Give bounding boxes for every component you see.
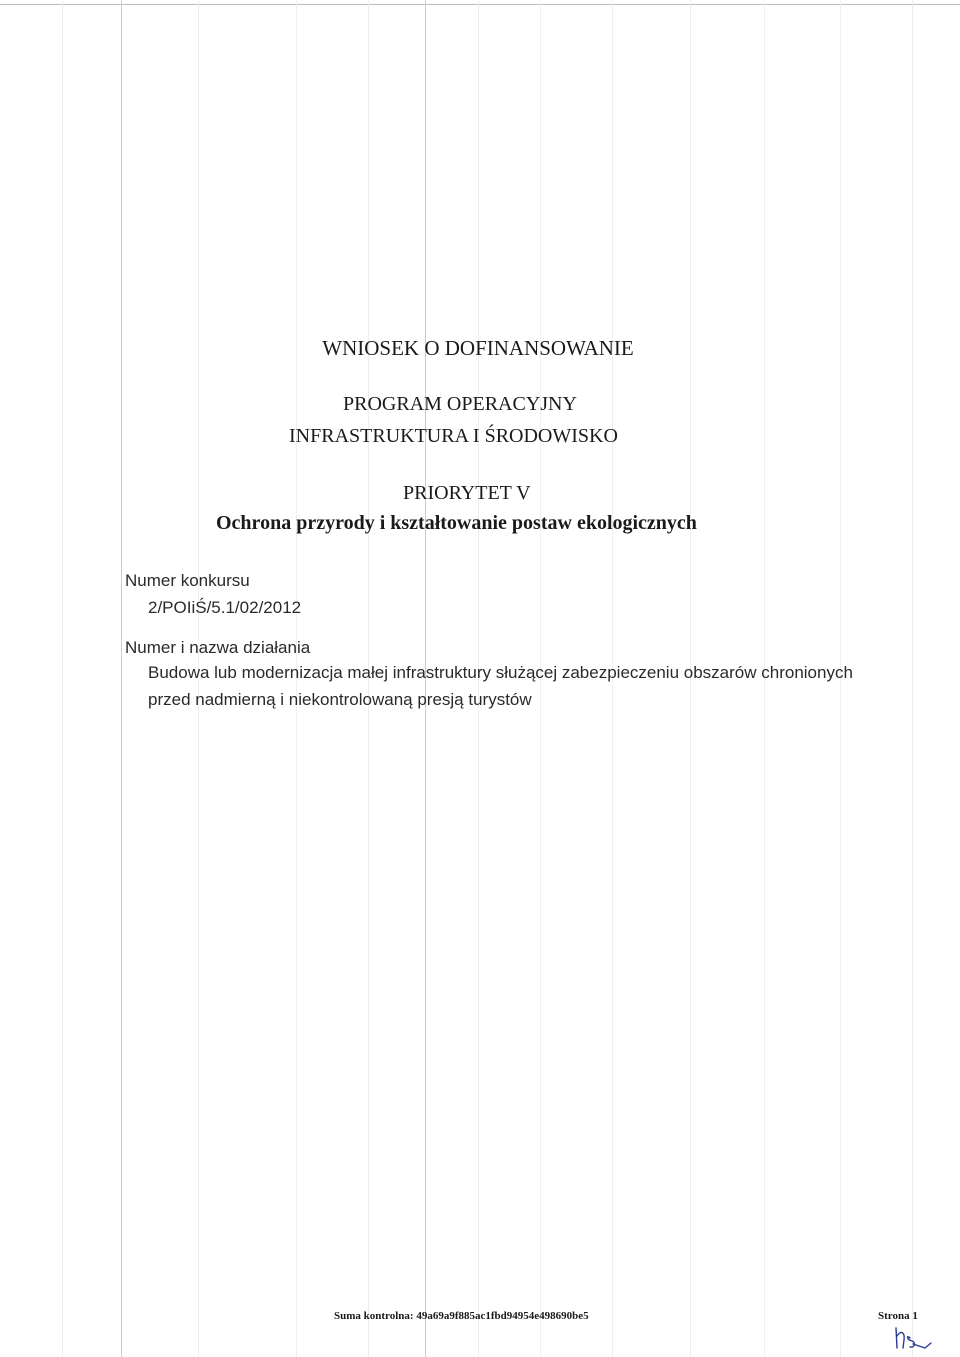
- checksum: Suma kontrolna: 49a69a9f885ac1fbd94954e498690be5: [334, 1310, 589, 1322]
- program-name-line1: PROGRAM OPERACYJNY: [343, 393, 577, 415]
- priority-heading: PRIORYTET V: [403, 482, 531, 504]
- program-name-line2: INFRASTRUKTURA I ŚRODOWISKO: [289, 425, 618, 447]
- scan-line: [912, 0, 913, 1357]
- scan-line: [121, 0, 122, 1357]
- action-name-line2: przed nadmierną i niekontrolowaną presją turystów: [148, 690, 532, 709]
- signature-initials: [893, 1326, 933, 1352]
- contest-number-value: 2/POIiŚ/5.1/02/2012: [148, 598, 302, 617]
- scan-line: [62, 0, 63, 1357]
- contest-number-label: Numer konkursu: [125, 571, 250, 590]
- top-border-line: [0, 4, 960, 5]
- document-title: WNIOSEK O DOFINANSOWANIE: [322, 336, 634, 360]
- action-label: Numer i nazwa działania: [125, 638, 311, 657]
- action-name-line1: Budowa lub modernizacja małej infrastruktury służącej zabezpieczeniu obszarów chronionych: [148, 663, 853, 682]
- page-number: Strona 1: [878, 1310, 918, 1322]
- priority-name: Ochrona przyrody i kształtowanie postaw ekologicznych: [216, 512, 697, 534]
